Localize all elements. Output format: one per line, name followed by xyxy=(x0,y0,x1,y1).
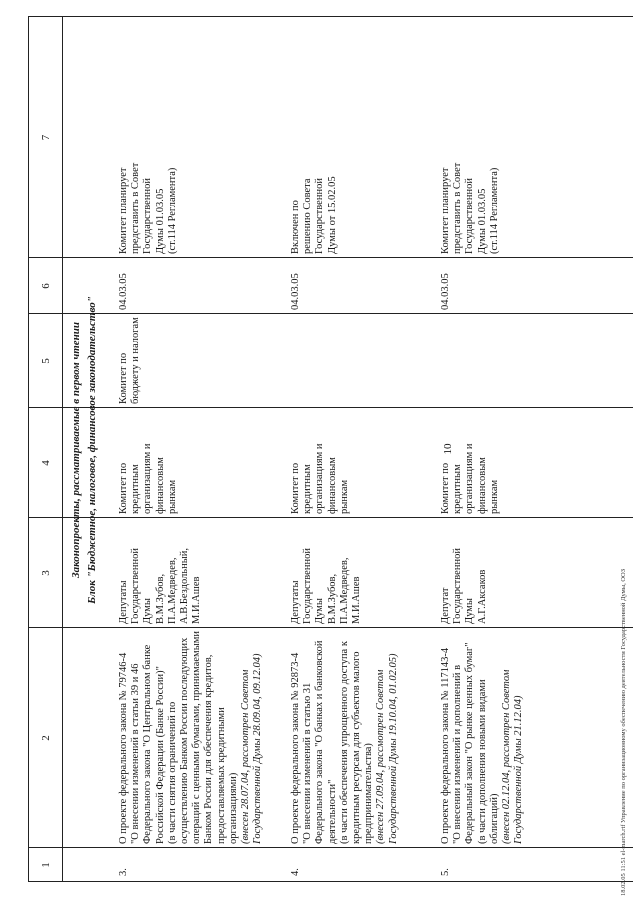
comment-line: Государственной xyxy=(314,178,326,254)
description-line: О проекте федерального закона № 117143-4 xyxy=(440,647,451,844)
description-line: (в части обеспечения упрощенного доступа к xyxy=(338,641,350,844)
note-line: Государственной Думы 21.12.04) xyxy=(513,695,525,844)
block-title: Блок "Бюджетное, налоговое, финансовое законодательство" xyxy=(86,296,98,604)
row-date: 04.03.05 xyxy=(440,273,451,310)
comment-line: Государственной xyxy=(142,178,154,254)
comment-line: Думы от 15.02.05 xyxy=(326,176,338,254)
author-line: М.И.Ашев xyxy=(191,576,203,624)
description-line: "О внесении изменений и дополнений в xyxy=(452,664,464,844)
responsible-line: рынкам xyxy=(488,479,500,514)
column-number-7: 7 xyxy=(40,134,52,141)
author-line: Думы xyxy=(464,598,476,624)
comment-line: Включен по xyxy=(290,200,301,254)
row-responsible-committee xyxy=(290,410,351,514)
comment-line: решению Совета xyxy=(302,178,314,254)
table-right-border xyxy=(28,16,633,17)
section-title: Законопроекты, рассматриваемые в первом чтении xyxy=(70,322,82,578)
responsible-line: организациям и xyxy=(464,443,476,514)
description-line: организациями) xyxy=(227,772,239,844)
column-number-6: 6 xyxy=(40,283,52,289)
row-authors xyxy=(290,520,363,624)
description-line: Банком России для обеспечения кредитов, xyxy=(203,654,215,844)
note-line: (внесен 28.07.04, рассмотрен Советом xyxy=(240,669,252,844)
author-line: А.В.Бездольный, xyxy=(179,547,191,624)
responsible-line: финансовым xyxy=(154,457,166,514)
author-line: М.И.Ашев xyxy=(351,576,363,624)
row-description xyxy=(118,630,264,844)
author-line: А.Г.Аксаков xyxy=(476,569,488,624)
author-line: П.А.Медведев, xyxy=(166,557,178,624)
row-responsible-committee xyxy=(118,410,179,514)
row-number: 5. xyxy=(440,868,451,876)
column-number-1: 1 xyxy=(40,862,52,868)
responsible-line: финансовым xyxy=(326,457,338,514)
comment-line: Комитет планирует xyxy=(440,167,451,254)
responsible-line: Комитет по xyxy=(118,462,129,514)
comment-line: Думы 01.03.05 xyxy=(154,188,166,254)
author-line: Депутаты xyxy=(290,580,301,624)
description-line: кредитным ресурсам для субъектов малого xyxy=(351,651,363,844)
author-line: Депутаты xyxy=(118,580,129,624)
comment-line: Государственной xyxy=(464,178,476,254)
responsible-line: Комитет по xyxy=(440,462,451,514)
description-line: (в части дополнения новыми видами xyxy=(476,679,488,844)
responsible-line: рынкам xyxy=(338,479,350,514)
comment-line: Думы 01.03.05 xyxy=(476,188,488,254)
row-authors xyxy=(118,520,203,624)
author-line: Государственной xyxy=(452,548,464,624)
table-top-border xyxy=(28,17,29,882)
column-divider-4 xyxy=(28,407,633,408)
description-line: Федеральный закон "О рынке ценных бумаг" xyxy=(464,642,476,844)
column-divider-1 xyxy=(28,847,633,848)
author-line: Думы xyxy=(314,598,326,624)
column-divider-2 xyxy=(28,627,633,628)
column-number-3: 3 xyxy=(40,570,52,576)
author-line: Думы xyxy=(142,598,154,624)
co-executor-line: Комитет по xyxy=(118,352,129,404)
row-comment xyxy=(118,20,179,254)
description-line: О проекте федерального закона № 92873-4 xyxy=(290,652,301,844)
description-line: Российской Федерации (Банке России)" xyxy=(154,666,166,844)
comment-line: представить в Совет xyxy=(130,162,142,254)
description-line: осуществлению Банком России последующих xyxy=(179,637,191,844)
author-line: Государственной xyxy=(302,548,314,624)
note-line: Государственной Думы 19.10.04, 01.02.05) xyxy=(387,653,399,844)
description-line: Федерального закона "О банках и банковской xyxy=(314,640,326,844)
note-line: (внесен 27.09.04, рассмотрен Советом xyxy=(375,669,387,844)
comment-line: (ст.114 Регламента) xyxy=(488,167,500,254)
row-description xyxy=(440,630,525,844)
description-line: деятельности" xyxy=(326,779,338,844)
column-number-2: 2 xyxy=(40,735,52,741)
comment-line: представить в Совет xyxy=(452,162,464,254)
description-line: (в части снятия ограничений по xyxy=(166,701,178,844)
description-line: "О внесении изменений в статьи 39 и 46 xyxy=(130,663,142,844)
author-line: В.М.Зубов, xyxy=(154,573,166,624)
responsible-line: рынкам xyxy=(166,479,178,514)
page-number: 10 xyxy=(442,443,454,455)
row-number: 3. xyxy=(118,868,129,876)
co-executor-line: бюджету и налогам xyxy=(130,317,142,404)
author-line: Государственной xyxy=(130,548,142,624)
column-divider-3 xyxy=(28,517,633,518)
responsible-line: организациям и xyxy=(314,443,326,514)
row-authors xyxy=(440,520,489,624)
note-line: Государственной Думы 28.09.04, 09.12.04) xyxy=(252,653,264,844)
description-line: предоставляемых кредитными xyxy=(215,707,227,844)
row-description xyxy=(290,630,400,844)
row-number: 4. xyxy=(290,868,301,876)
responsible-line: кредитным xyxy=(452,464,464,514)
row-comment xyxy=(290,20,339,254)
author-line: Депутат xyxy=(440,587,451,624)
row-date: 04.03.05 xyxy=(118,273,129,310)
column-number-4: 4 xyxy=(40,460,52,466)
responsible-line: Комитет по xyxy=(290,462,301,514)
column-number-5: 5 xyxy=(40,358,52,364)
description-line: "О внесении изменений в статью 31 xyxy=(302,682,314,844)
responsible-line: кредитным xyxy=(302,464,314,514)
comment-line: Комитет планирует xyxy=(118,167,129,254)
note-line: (внесен 02.12.04, рассмотрен Советом xyxy=(501,669,513,844)
row-co-executor xyxy=(118,314,142,404)
responsible-line: финансовым xyxy=(476,457,488,514)
description-line: облигаций) xyxy=(488,793,500,844)
row-comment xyxy=(440,20,501,254)
page-footer: 18.02.05 11:51 el-march.rtf Управление по организационному обеспечению деятельности Государственной Думы, ООЗ xyxy=(620,569,627,896)
description-line: О проекте федерального закона № 79746-4 xyxy=(118,652,129,844)
row-date: 04.03.05 xyxy=(290,273,301,310)
responsible-line: организациям и xyxy=(142,443,154,514)
table-left-border xyxy=(28,881,633,882)
description-line: операций с ценными бумагами, принимаемыми xyxy=(191,630,203,844)
author-line: П.А.Медведев, xyxy=(338,557,350,624)
header-bottom-border xyxy=(62,17,63,882)
author-line: В.М.Зубов, xyxy=(326,573,338,624)
row-responsible-committee xyxy=(440,410,501,514)
description-line: Федерального закона "О Центральном банке xyxy=(142,644,154,844)
comment-line: (ст.114 Регламента) xyxy=(166,167,178,254)
description-line: предпринимательства) xyxy=(363,743,375,844)
responsible-line: кредитным xyxy=(130,464,142,514)
